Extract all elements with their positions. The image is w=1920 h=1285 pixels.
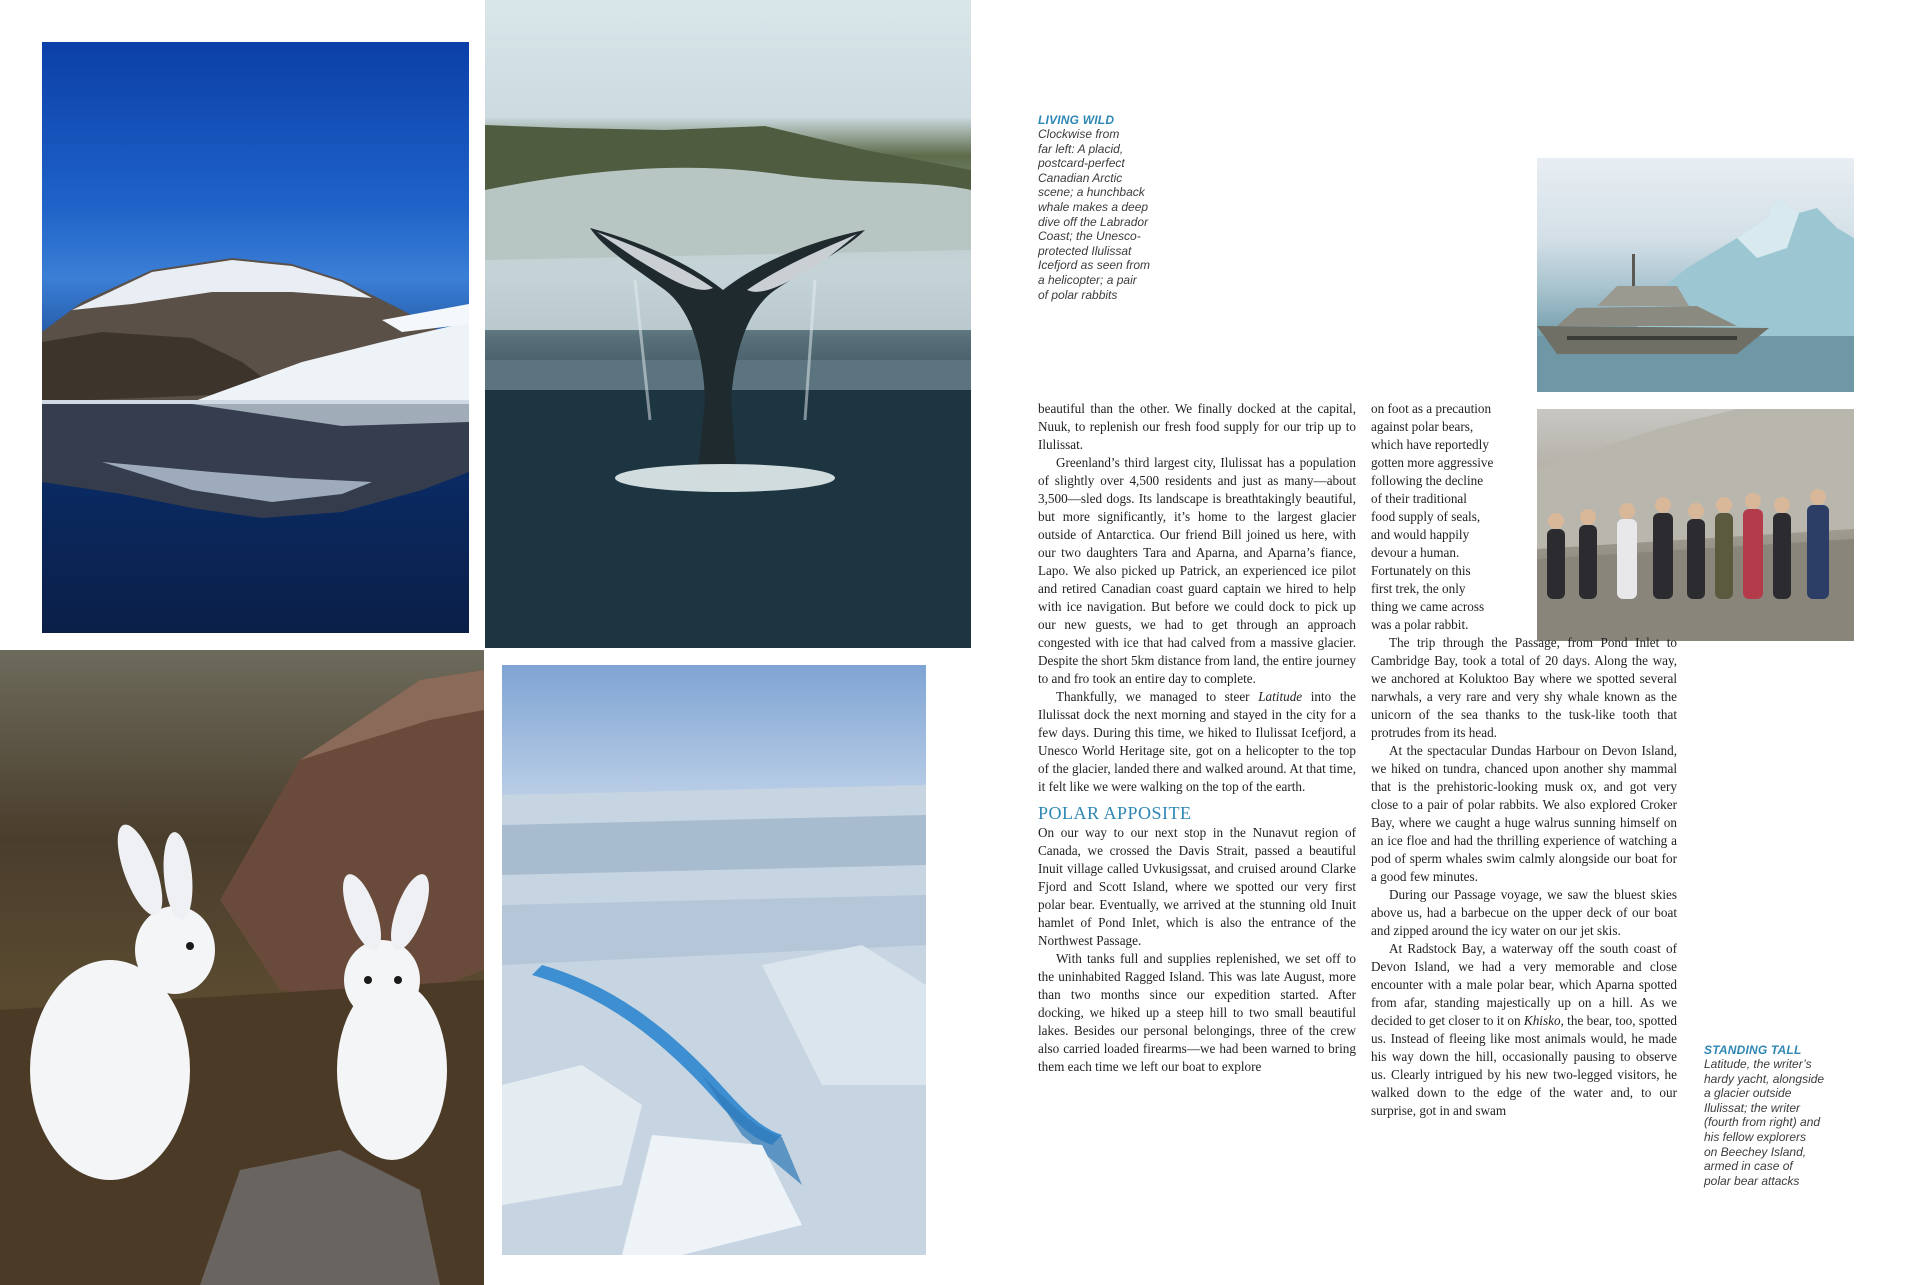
yacht-name: Latitude <box>1258 689 1303 704</box>
body-paragraph: At Radstock Bay, a waterway off the south coast of Devon Island, we had a very memorable and close encounter with a male polar bear, which Aparna spotted from afar, standing majestically up on a hill. As we decided to get closer to it on Khisko, the bear, too, spotted us. Instead of fleeing like most animals would, he made his way down the hill, occasionally pausing to observe us. Clearly intrigued by his new two-legged visitors, he walked down to the edge of the water and, to our surprise, got in and swam <box>1371 941 1677 1118</box>
caption-body: Clockwise from far left: A placid, postcard-perfect Canadian Arctic scene; a hunchback whale makes a deep dive off the Labrador Coast; the Unesco- protected Ilulissat Icefjord as seen from a helicopter; a pair of polar rabbits <box>1038 127 1151 302</box>
icefjord-illustration <box>502 665 926 1255</box>
polar-rabbits-illustration <box>0 650 484 1285</box>
polar-rabbits-photo <box>0 650 484 1285</box>
caption-title: LIVING WILD <box>1038 113 1115 127</box>
whale-tail-illustration <box>485 0 971 648</box>
article-column-2 <box>1371 400 1677 1120</box>
arctic-scene-illustration <box>42 42 469 633</box>
caption-body: Latitude, the writer’s hardy yacht, alongside a glacier outside Ilulissat; the writer (fourth from right) and his fellow explorers on Beechey Island, armed in case of polar bear attacks <box>1704 1057 1825 1188</box>
yacht-glacier-illustration <box>1537 158 1854 392</box>
arctic-reflection-photo <box>42 42 469 633</box>
whale-tail-photo <box>485 0 971 648</box>
wrapped-paragraph: on foot as a precaution against polar bears, which have reportedly gotten more aggressive following the decline of their traditional food supply of seals, and would happily devour a human. Fortunately on this first trek, the only thing we came across was a polar rabbit. <box>1371 401 1494 632</box>
section-subhead: POLAR APPOSITE <box>1038 803 1192 823</box>
body-paragraph: With tanks full and supplies replenished, we set off to the uninhabited Ragged Island. This was late August, more than two months since our expedition started. After docking, we hiked up a steep hill to two small beautiful lakes. Besides our personal belongings, three of the crew also carried loaded firearms—we had been warned to bring them each time we left our boat to explore <box>1038 951 1356 1074</box>
icefjord-photo <box>502 665 926 1255</box>
caption-living-wild <box>1038 113 1178 302</box>
boat-name: Khisko <box>1523 1013 1561 1028</box>
body-paragraph: beautiful than the other. We finally docked at the capital, Nuuk, to replenish our fresh food supply for our trip up to Ilulissat. <box>1038 401 1356 452</box>
body-paragraph: At the spectacular Dundas Harbour on Devon Island, we hiked on tundra, chanced upon another shy mammal that is the prehistoric-looking musk ox, and got very close to a pair of polar rabbits. We also explored Croker Bay, where we caught a huge walrus sunning himself on an ice floe and had the thrilling experience of watching a pod of sperm whales swim calmly alongside our boat for a good few minutes. <box>1371 743 1677 884</box>
caption-standing-tall <box>1704 1043 1854 1188</box>
body-paragraph: The trip through the Passage, from Pond Inlet to Cambridge Bay, took a total of 20 days. Along the way, we anchored at Koluktoo Bay where we spotted several narwhals, a very rare and very shy whale known as the unicorn of the sea thanks to the tusk-like tooth that protrudes from its head. <box>1371 635 1677 740</box>
article-column-1 <box>1038 400 1356 1076</box>
yacht-glacier-photo <box>1537 158 1854 392</box>
body-paragraph: During our Passage voyage, we saw the bluest skies above us, had a barbecue on the upper deck of our boat and zipped around the icy water on our jet skis. <box>1371 887 1677 938</box>
body-paragraph: Thankfully, we managed to steer Latitude into the Ilulissat dock the next morning and stayed in the city for a few days. During this time, we hiked to Ilulissat Icefjord, a Unesco World Heritage site, got on a helicopter to the top of the glacier, landed there and walked around. At that time, it felt like we were walking on the top of the earth. <box>1038 689 1356 794</box>
body-paragraph: Greenland’s third largest city, Ilulissat has a population of slightly over 4,500 residents and just as many—about 3,500—sled dogs. Its landscape is breathtakingly beautiful, but more significantly, it’s home to the largest glacier outside of Antarctica. Our friend Bill joined us here, with our two daughters Tara and Aparna, and Aparna’s fiance, Lapo. We also picked up Patrick, an experienced ice pilot and retired Canadian coast guard captain we hired to help with ice navigation. But before we could dock to pick up our new guests, we had to get through an approach congested with ice that had calved from a massive glacier. Despite the short 5km distance from land, the entire journey to and fro took an entire day to complete. <box>1038 455 1356 686</box>
body-paragraph: On our way to our next stop in the Nunavut region of Canada, we crossed the Davis Strait, passed a beautiful Inuit village called Uvkusigssat, and cruised around Clarke Fjord and Scott Island, where we spotted our very first polar bear. Eventually, we arrived at the stunning old Inuit hamlet of Pond Inlet, which is also the entrance of the Northwest Passage. <box>1038 825 1356 948</box>
caption-title: STANDING TALL <box>1704 1043 1802 1057</box>
